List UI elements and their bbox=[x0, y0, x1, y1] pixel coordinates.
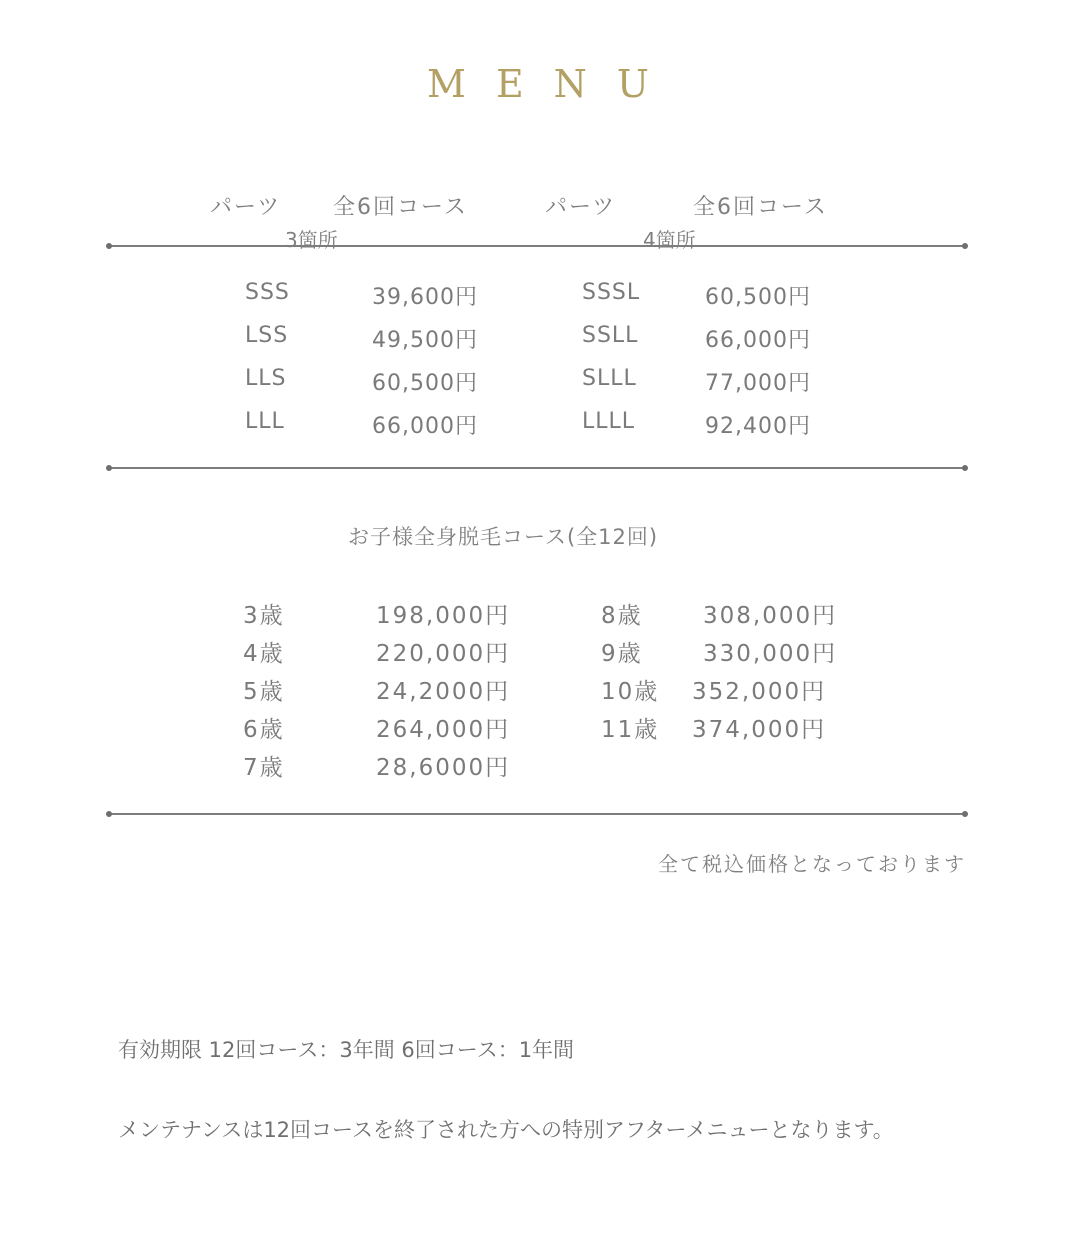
maintenance-text: メンテナンスは12回コースを終了された方への特別アフターメニューとなります。 bbox=[118, 1118, 894, 1142]
tax-note: 全て税込価格となっております bbox=[658, 852, 966, 876]
size-label: SSLL bbox=[582, 323, 639, 348]
count-header-left: 3箇所 bbox=[285, 228, 338, 252]
price-value: 49,500円 bbox=[372, 328, 478, 353]
divider bbox=[108, 813, 966, 815]
price-value: 66,000円 bbox=[372, 414, 478, 439]
divider-dot bbox=[106, 243, 112, 249]
age-label: 11歳 bbox=[601, 717, 660, 743]
divider bbox=[108, 245, 966, 247]
age-label: 9歳 bbox=[601, 641, 643, 667]
price-value: 264,000円 bbox=[376, 717, 511, 743]
price-value: 77,000円 bbox=[705, 371, 811, 396]
age-label: 3歳 bbox=[243, 603, 285, 629]
price-value: 330,000円 bbox=[703, 641, 838, 667]
price-value: 220,000円 bbox=[376, 641, 511, 667]
price-value: 60,500円 bbox=[705, 285, 811, 310]
price-value: 60,500円 bbox=[372, 371, 478, 396]
price-value: 28,6000円 bbox=[376, 755, 511, 781]
price-value: 198,000円 bbox=[376, 603, 511, 629]
price-value: 92,400円 bbox=[705, 414, 811, 439]
size-label: LLLL bbox=[582, 409, 636, 434]
size-label: LSS bbox=[245, 323, 289, 348]
divider-dot bbox=[962, 811, 968, 817]
size-label: LLL bbox=[245, 409, 285, 434]
price-value: 308,000円 bbox=[703, 603, 838, 629]
age-label: 6歳 bbox=[243, 717, 285, 743]
validity-text: 有効期限 12回コース：3年間 6回コース：1年間 bbox=[118, 1038, 575, 1062]
divider bbox=[108, 467, 966, 469]
price-value: 66,000円 bbox=[705, 328, 811, 353]
course-header-right: 全6回コース bbox=[693, 195, 828, 220]
price-value: 352,000円 bbox=[692, 679, 827, 705]
price-value: 374,000円 bbox=[692, 717, 827, 743]
age-label: 7歳 bbox=[243, 755, 285, 781]
age-label: 5歳 bbox=[243, 679, 285, 705]
size-label: LLS bbox=[245, 366, 287, 391]
divider-dot bbox=[106, 465, 112, 471]
divider-dot bbox=[106, 811, 112, 817]
count-header-right: 4箇所 bbox=[643, 228, 696, 252]
price-value: 24,2000円 bbox=[376, 679, 511, 705]
menu-title: MENU bbox=[427, 62, 679, 106]
kids-course-title: お子様全身脱毛コース(全12回) bbox=[348, 525, 659, 549]
size-label: SSSL bbox=[582, 280, 641, 305]
age-label: 8歳 bbox=[601, 603, 643, 629]
divider-dot bbox=[962, 465, 968, 471]
age-label: 10歳 bbox=[601, 679, 660, 705]
course-header-left: 全6回コース bbox=[333, 195, 468, 220]
age-label: 4歳 bbox=[243, 641, 285, 667]
divider-dot bbox=[962, 243, 968, 249]
parts-header-left: パーツ bbox=[210, 195, 282, 220]
parts-header-right: パーツ bbox=[545, 195, 617, 220]
price-value: 39,600円 bbox=[372, 285, 478, 310]
size-label: SSS bbox=[245, 280, 290, 305]
size-label: SLLL bbox=[582, 366, 637, 391]
